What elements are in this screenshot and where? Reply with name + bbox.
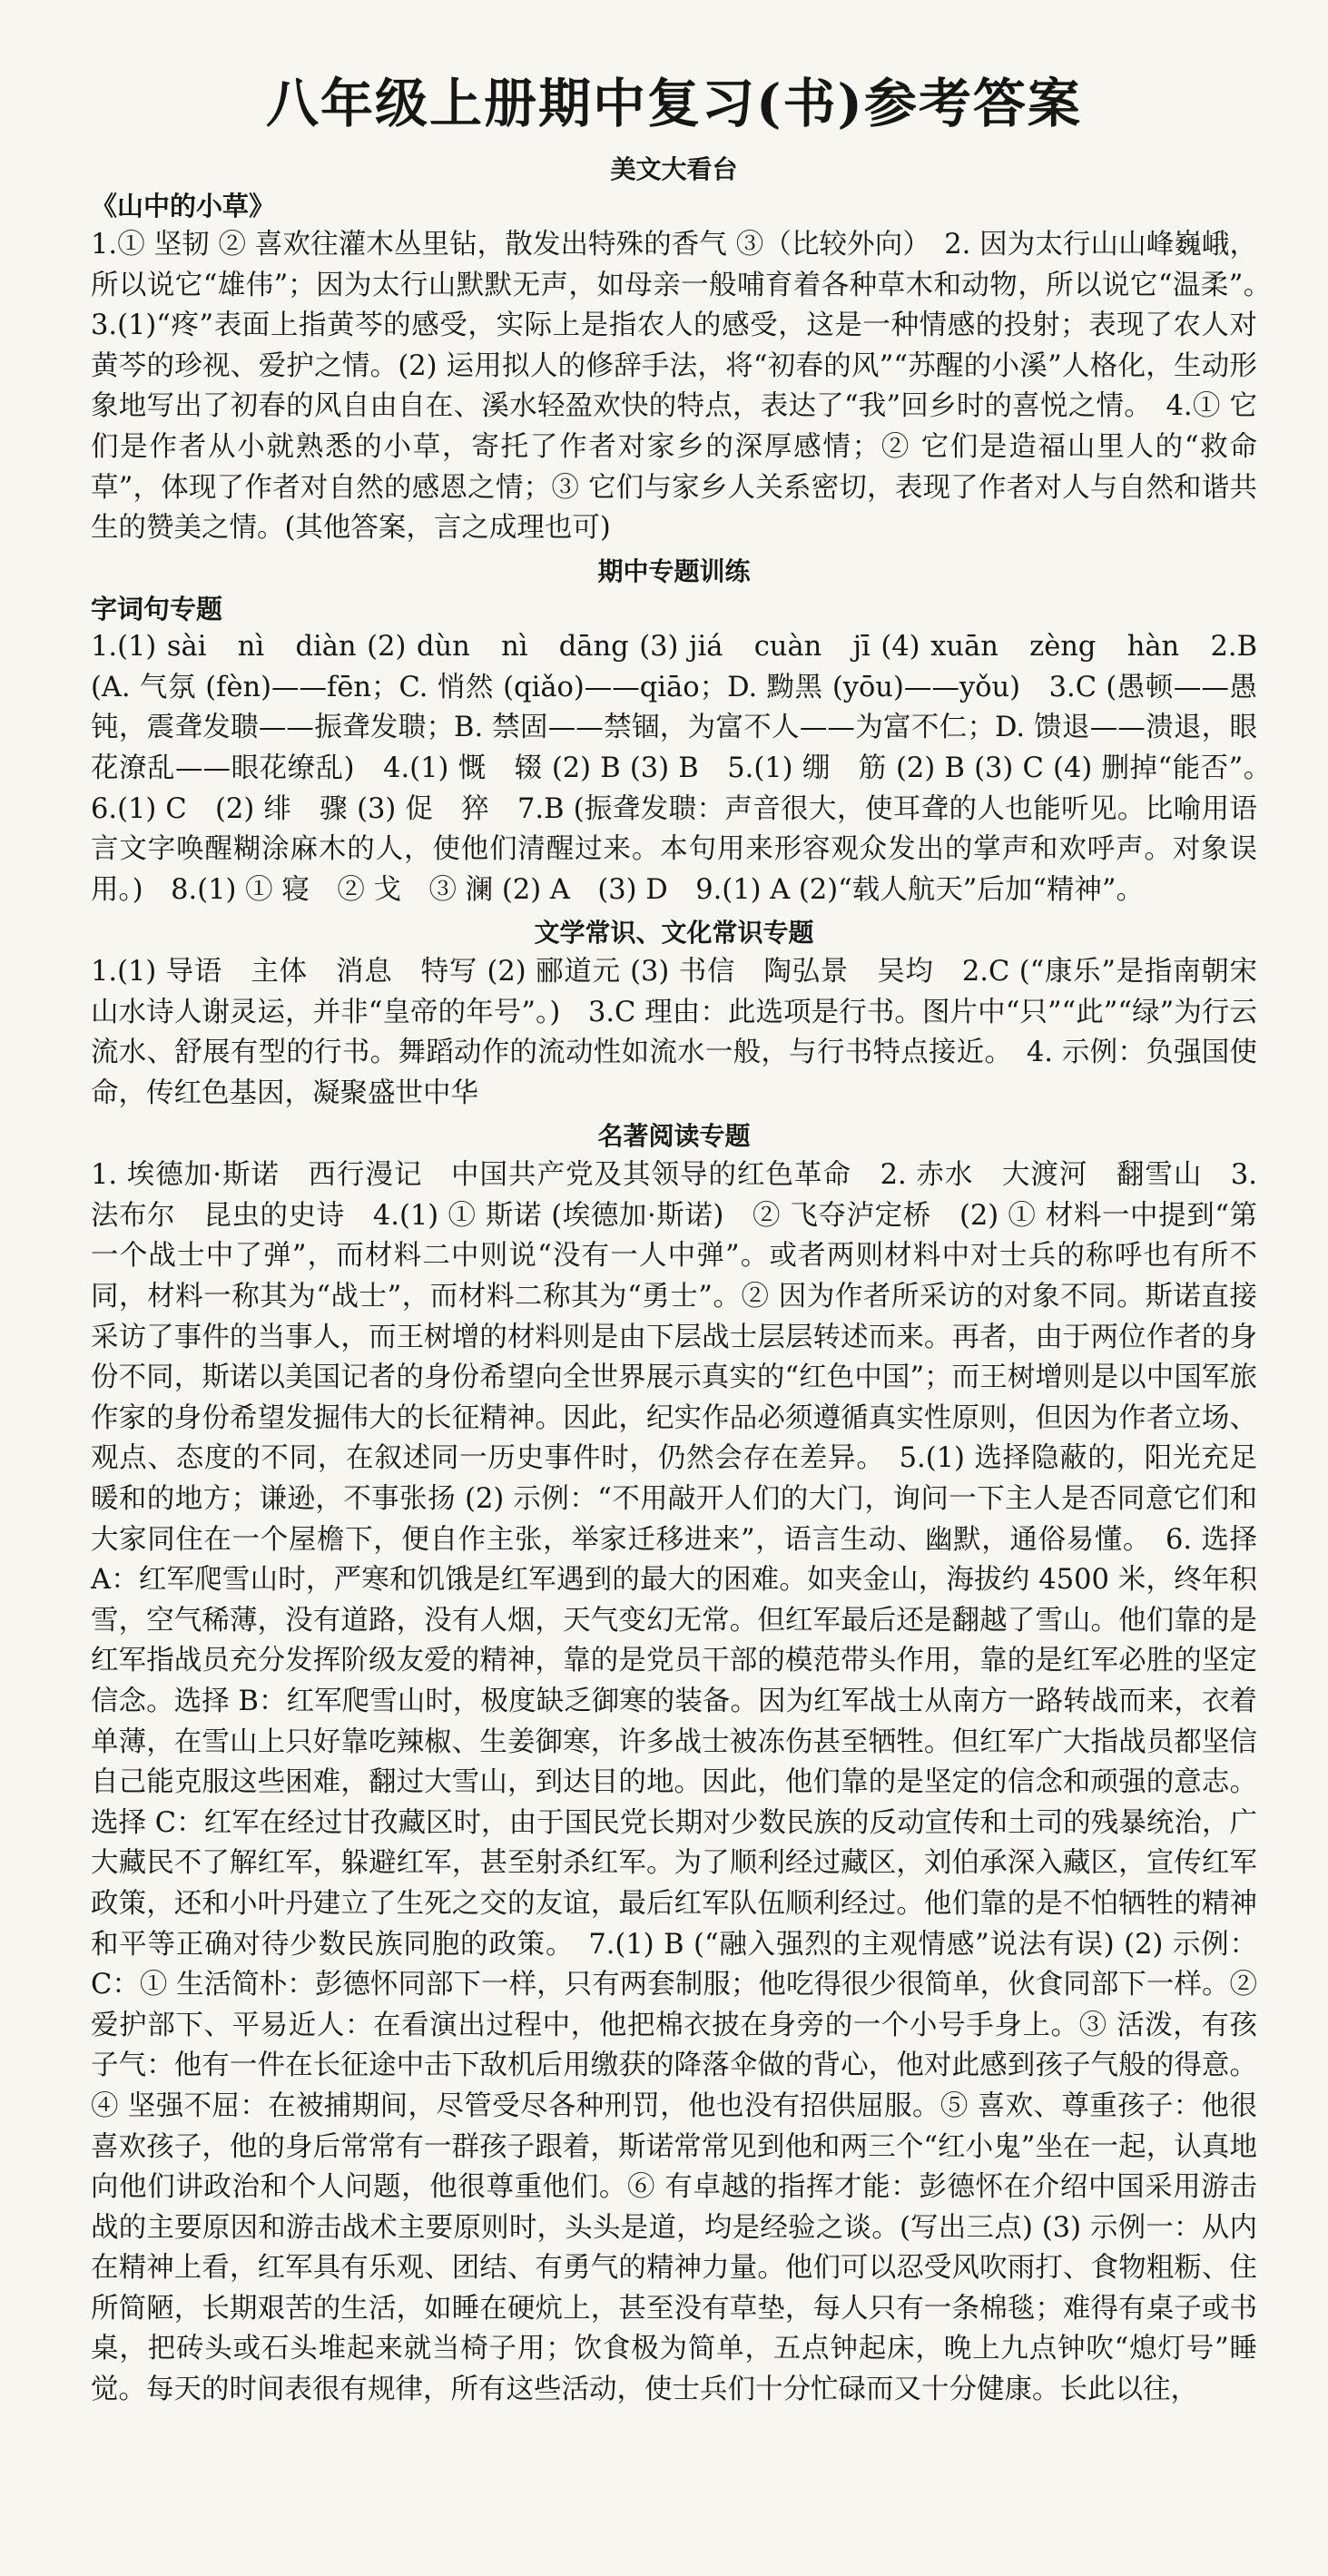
section-title-essay: 美文大看台 (610, 153, 738, 184)
answer-paragraph-vocabulary: 1.(1) sài nì diàn (2) dùn nì dāng (3) jiá cuàn jī (4) xuān zèng hàn 2.B (A. 气氛 (fèn)——fēn；C. 悄然 (qiǎo)——qiāo；D. 黝黑 (yōu)——yǒu) 3.C (愚顿——愚钝，震聋发聩——振聋发聩；B. 禁固——禁锢，为富不人——为富不仁；D. 馈退——溃退，眼花潦乱——眼花缭乱) 4.(1) 慨 辍 (2) B (3) B 5.(1) 绷 筋 (2) B (3) C (4) 删掉“能否”。 6.(1) C (2) 绯 骤 (3) 促 猝 7.B (振聋发聩：声音很大，使耳聋的人也能听见。比喻用语言文字唤醒糊涂麻木的人，使他们清醒过来。本句用来形容观众发出的掌声和欢呼声。对象误用。) 8.(1) ① 寝 ② 戈 ③ 澜 (2) A (3) D 9.(1) A (2)“载人航天”后加“精神”。 (91, 631, 1285, 906)
section-title-midterm-training: 期中专题训练 (597, 556, 751, 586)
answer-paragraph-literary-knowledge: 1.(1) 导语 主体 消息 特写 (2) 郦道元 (3) 书信 陶弘景 吴均 2.C (“康乐”是指南朝宋山水诗人谢灵运，并非“皇帝的年号”。) 3.C 理由：此选项是行书。图片中“只”“此”“绿”为行云流水、舒展有型的行书。舞蹈动作的流动性如流水一般，与行书特点接近。 4. 示例：负强国使命，传红色基因，凝聚盛世中华 (91, 956, 1257, 1109)
section-title-classic-reading: 名著阅读专题 (597, 1121, 751, 1152)
page-title: 八年级上册期中复习(书)参考答案 (266, 73, 1082, 134)
subsection-title-mountain-grass: 《山中的小草》 (91, 191, 276, 222)
answer-paragraph-classic-reading: 1. 埃德加·斯诺 西行漫记 中国共产党及其领导的红色革命 2. 赤水 大渡河 翻雪山 3. 法布尔 昆虫的史诗 4.(1) ① 斯诺 (埃德加·斯诺) ② 飞夺泸定桥 (2) ① 材料一中提到“第一个战士中了弹”，而材料二中则说“没有一人中弹”。或者两则材料中对士兵的称呼也有所不同，材料一称其为“战士”，而材料二称其为“勇士”。② 因为作者所采访的对象不同。斯诺直接采访了事件的当事人，而王树增的材料则是由下层战士层层转述而来。再者，由于两位作者的身份不同，斯诺以美国记者的身份希望向全世界展示真实的“红色中国”；而王树增则是以中国军旅作家的身份希望发掘伟大的长征精神。因此，纪实作品必须遵循真实性原则，但因为作者立场、观点、态度的不同，在叙述同一历史事件时，仍然会存在差异。 5.(1) 选择隐蔽的，阳光充足暖和的地方；谦逊，不事张扬 (2) 示例：“不用敲开人们的大门，询问一下主人是否同意它们和大家同住在一个屋檐下，便自作主张，举家迁移进来”，语言生动、幽默，通俗易懂。 6. 选择 A：红军爬雪山时，严寒和饥饿是红军遇到的最大的困难。如夹金山，海拔约 4500 米，终年积雪，空气稀薄，没有道路，没有人烟，天气变幻无常。但红军最后还是翻越了雪山。他们靠的是红军指战员充分发挥阶级友爱的精神，靠的是党员干部的模范带头作用，靠的是红军必胜的坚定信念。选择 B：红军爬雪山时，极度缺乏御寒的装备。因为红军战士从南方一路转战而来，衣着单薄，在雪山上只好靠吃辣椒、生姜御寒，许多战士被冻伤甚至牺牲。但红军广大指战员都坚信自己能克服这些困难，翻过大雪山，到达目的地。因此，他们靠的是坚定的信念和顽强的意志。选择 C：红军在经过甘孜藏区时，由于国民党长期对少数民族的反动宣传和土司的残暴统治，广大藏民不了解红军，躲避红军，甚至射杀红军。为了顺利经过藏区，刘伯承深入藏区，宣传红军政策，还和小叶丹建立了生死之交的友谊，最后红军队伍顺利经过。他们靠的是不怕牺牲的精神和平等正确对待少数民族同胞的政策。 7.(1) B (“融入强烈的主观情感”说法有误) (2) 示例：C：① 生活简朴：彭德怀同部下一样，只有两套制服；他吃得很少很简单，伙食同部下一样。② 爱护部下、平易近人：在看演出过程中，他把棉衣披在身旁的一个小号手身上。③ 活泼，有孩子气：他有一件在长征途中击下敌机后用缴获的降落伞做的背心，他对此感到孩子气般的得意。④ 坚强不屈：在被捕期间，尽管受尽各种刑罚，他也没有招供屈服。⑤ 喜欢、尊重孩子：他很喜欢孩子，他的身后常常有一群孩子跟着，斯诺常常见到他和两三个“红小鬼”坐在一起，认真地向他们讲政治和个人问题，他很尊重他们。⑥ 有卓越的指挥才能：彭德怀在介绍中国采用游击战的主要原因和游击战术主要原则时，头头是道，均是经验之谈。(写出三点) (3) 示例一：从内在精神上看，红军具有乐观、团结、有勇气的精神力量。他们可以忍受风吹雨打、食物粗粝、住所简陋，长期艰苦的生活，如睡在硬炕上，甚至没有草垫，每人只有一条棉毯；难得有桌子或书桌，把砖头或石头堆起来就当椅子用；饮食极为简单，五点钟起床，晚上九点钟吹“熄灯号”睡觉。每天的时间表很有规律，所有这些活动，使士兵们十分忙碌而又十分健康。长此以往， (91, 1159, 1257, 2406)
answer-paragraph-mountain-grass: 1.① 坚韧 ② 喜欢往灌木丛里钻，散发出特殊的香气 ③（比较外向） 2. 因为太行山山峰巍峨，所以说它“雄伟”；因为太行山默默无声，如母亲一般哺育着各种草木和动物，所以说它“温柔”。 3.(1)“疼”表面上指黄芩的感受，实际上是指农人的感受，这是一种情感的投射；表现了农人对黄芩的珍视、爱护之情。(2) 运用拟人的修辞手法，将“初春的风”“苏醒的小溪”人格化，生动形象地写出了初春的风自由自在、溪水轻盈欢快的特点，表达了“我”回乡时的喜悦之情。 4.① 它们是作者从小就熟悉的小草，寄托了作者对家乡的深厚感情；② 它们是造福山里人的“救命草”，体现了作者对自然的感恩之情；③ 它们与家乡人关系密切，表现了作者对人与自然和谐共生的赞美之情。(其他答案，言之成理也可) (91, 228, 1285, 545)
section-title-literary-knowledge: 文学常识、文化常识专题 (534, 918, 814, 949)
subsection-title-vocabulary: 字词句专题 (91, 593, 223, 624)
